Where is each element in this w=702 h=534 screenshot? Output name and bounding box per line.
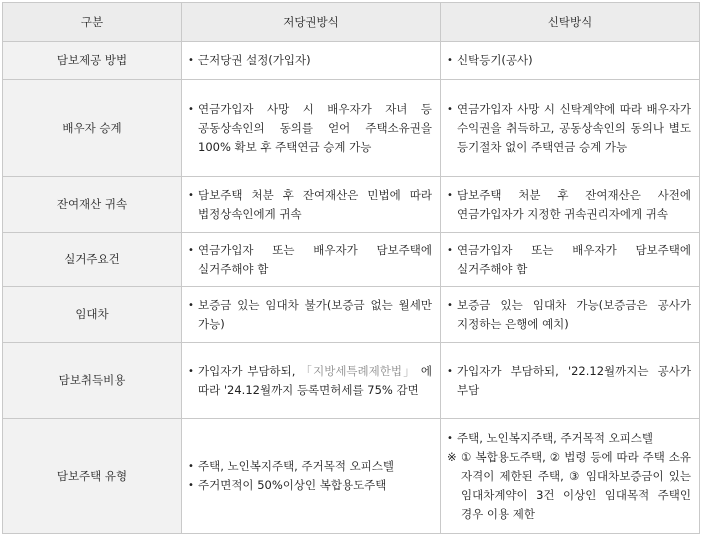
list-item: • 담보주택 처분 후 잔여재산은 사전에 연금가입자가 지정한 귀속권리자에게 귀속 (447, 187, 691, 221)
bullet-icon: • (188, 299, 194, 311)
mortgage-cell (182, 80, 441, 177)
row-label: 임대차 (3, 287, 182, 343)
list-item: • 연금가입자 사망 시 신탁계약에 따라 배우자가 수익권을 취득하고, 공동상속인의 동의나 별도 등기절차 없이 주택연금 승계 가능 (447, 101, 691, 154)
bullet-icon: • (188, 365, 194, 377)
row-label: 담보취득비용 (3, 343, 182, 419)
bullet-icon: • (188, 103, 194, 115)
trust-cell (441, 233, 700, 287)
mortgage-cell (182, 42, 441, 80)
bullet-icon: • (447, 299, 453, 311)
mortgage-cell (182, 419, 441, 534)
table-row (3, 177, 700, 233)
bullet-icon: • (188, 244, 194, 256)
text-segment: 에 따라 '24.12월까지 등록면허세를 75% 감면 (198, 363, 433, 397)
text-segment: 가입자가 부담하되, (198, 363, 301, 378)
row-label: 담보주택 유형 (3, 419, 182, 534)
row-label: 잔여재산 귀속 (3, 177, 182, 233)
mortgage-cell (182, 233, 441, 287)
header-trust-method: 신탁방식 (441, 3, 700, 42)
mortgage-cell (182, 287, 441, 343)
list-item: • 주택, 노인복지주택, 주거목적 오피스텔 (188, 457, 432, 476)
bullet-icon: • (447, 55, 453, 66)
header-category: 구분 (3, 3, 182, 42)
bullet-icon: • (188, 461, 194, 472)
trust-cell (441, 419, 700, 534)
trust-cell (441, 343, 700, 419)
restriction-note: ※ ① 복합용도주택, ② 법령 등에 따라 주택 소유 자격이 제한된 주택, ③ 임대차보증금이 있는 임대차계약이 3건 이상인 임대목적 주택인 경우 이용 제한 (447, 449, 691, 521)
bullet-icon: • (447, 365, 453, 377)
row-label: 실거주요건 (3, 233, 182, 287)
bullet-icon: • (447, 189, 453, 201)
list-item: • 근저당권 설정(가입자) (188, 51, 432, 70)
table-row (3, 419, 700, 534)
list-item: • 보증금 있는 임대차 가능(보증금은 공사가 지정하는 은행에 예치) (447, 297, 691, 331)
list-item: • 연금가입자 또는 배우자가 담보주택에 실거주해야 함 (188, 242, 432, 276)
list-item (188, 362, 432, 400)
table-row (3, 233, 700, 287)
row-label: 담보제공 방법 (3, 42, 182, 80)
list-item: • 연금가입자 또는 배우자가 담보주택에 실거주해야 함 (447, 242, 691, 276)
bullet-icon: • (447, 244, 453, 256)
trust-cell (441, 287, 700, 343)
trust-cell (441, 177, 700, 233)
reference-mark-icon: ※ (447, 449, 457, 464)
list-item: • 담보주택 처분 후 잔여재산은 민법에 따라 법정상속인에게 귀속 (188, 187, 432, 221)
list-item: • 신탁등기(공사) (447, 51, 691, 70)
header-mortgage-method: 저당권방식 (182, 3, 441, 42)
bullet-icon: • (188, 55, 194, 66)
header-row (3, 3, 700, 42)
row-label: 배우자 승계 (3, 80, 182, 177)
list-item: • 보증금 있는 임대차 불가(보증금 없는 월세만 가능) (188, 297, 432, 331)
bullet-icon: • (188, 480, 194, 491)
law-reference: 「지방세특례제한법」 (300, 363, 416, 378)
bullet-icon: • (188, 189, 194, 201)
table-row (3, 343, 700, 419)
table-row (3, 287, 700, 343)
bullet-icon: • (447, 103, 453, 115)
comparison-table (2, 2, 700, 534)
table-row (3, 80, 700, 177)
mortgage-cell (182, 177, 441, 233)
table-row (3, 42, 700, 80)
list-item: • 연금가입자 사망 시 배우자가 자녀 등 공동상속인의 동의를 얻어 주택소유권을 100% 확보 후 주택연금 승계 가능 (188, 101, 432, 154)
list-item: • 가입자가 부담하되, '22.12월까지는 공사가 부담 (447, 363, 691, 397)
list-item: • 주거면적이 50%이상인 복합용도주택 (188, 476, 432, 495)
bullet-icon: • (447, 432, 453, 444)
list-item: • 주택, 노인복지주택, 주거목적 오피스텔 (447, 429, 691, 448)
trust-cell (441, 80, 700, 177)
mortgage-cell (182, 343, 441, 419)
trust-cell (441, 42, 700, 80)
